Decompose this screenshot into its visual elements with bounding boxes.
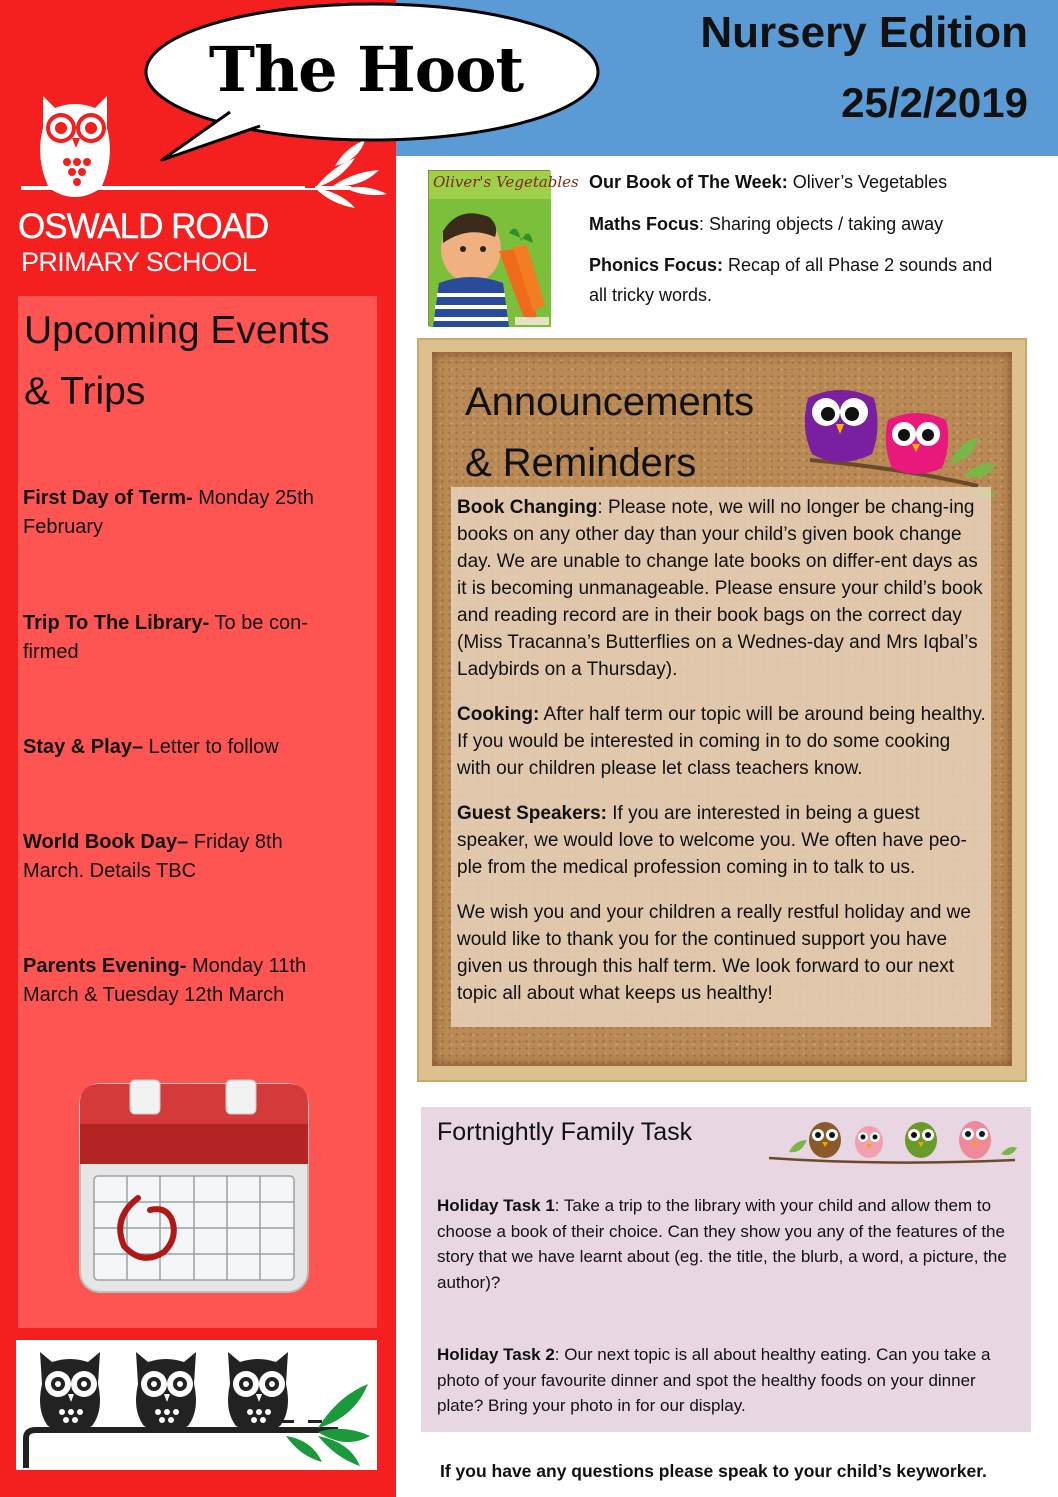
book-of-week: [589, 167, 1029, 197]
holiday-task-2-label: Holiday Task 2: [437, 1345, 555, 1364]
event-item: [23, 952, 363, 1010]
event-detail: To be con-: [209, 612, 308, 634]
holiday-task-1-text: : Take a trip to the library with your child and allow them to choose a book of their choice. Can they show you any of the features of the story that we have learnt about (eg. the title, the blurb, a word, a picture, the author)?: [437, 1196, 1007, 1292]
edition-label: Nursery Edition: [700, 8, 1028, 57]
three-owls-icon: [18, 1340, 378, 1468]
maths-focus: [589, 209, 1029, 239]
footer-note: If you have any questions please speak to your child’s keyworker.: [440, 1461, 987, 1481]
book-cover-title: Oliver's Vegetables: [433, 173, 579, 191]
event-detail: Friday 8th: [188, 831, 283, 853]
phonics-focus-value: Recap of all Phase 2 sounds and: [723, 255, 993, 275]
announcements-body: [457, 494, 989, 1025]
guest-speakers-text: If you are interested in being a guest speaker, we would love to welcome you. We often have peo-ple from the medical profession coming in to talk to us.: [457, 803, 967, 878]
events-title-line2: & Trips: [24, 370, 146, 413]
guest-speakers-label: Guest Speakers:: [457, 803, 607, 824]
book-changing-paragraph: [457, 494, 989, 683]
school-name-line1: OSWALD ROAD: [18, 207, 269, 246]
event-item: [23, 609, 363, 667]
book-of-week-value: Oliver’s Vegetables: [787, 172, 948, 192]
cooking-label: Cooking:: [457, 704, 540, 725]
event-item: [23, 733, 363, 762]
announcements-heading-line2: & Reminders: [465, 441, 697, 485]
book-changing-label: Book Changing: [457, 497, 598, 518]
holiday-task-1: [437, 1193, 1025, 1295]
book-changing-text: : Please note, we will no longer be chang-ing books on any other day than your child’s given book change day. We are unable to change late books on differ-ent days as it is becoming unmanageable. Please ensure your child’s book and reading record are in their book bags on the correct day (Miss Tracanna’s Butterflies on a Wednes-day and Mrs Iqbal’s Ladybirds on a Thursday).: [457, 497, 983, 680]
book-cover-image: [428, 170, 579, 326]
event-item: [23, 828, 363, 886]
events-title-line1: Upcoming Events: [24, 309, 330, 352]
event-item: [23, 484, 363, 542]
event-detail-cont: March & Tuesday 12th March: [23, 984, 285, 1006]
event-detail-cont: firmed: [23, 641, 79, 663]
events-title: [24, 300, 374, 422]
family-task-heading: Fortnightly Family Task: [437, 1118, 693, 1146]
cooking-paragraph: [457, 701, 989, 782]
phonics-focus-value-cont: all tricky words.: [589, 285, 713, 305]
calendar-icon: [78, 1080, 310, 1294]
event-detail: Monday 11th: [186, 955, 307, 977]
announcements-heading-line1: Announcements: [465, 380, 755, 424]
owls-on-branch-icon: [800, 384, 1000, 502]
event-label: First Day of Term-: [23, 487, 193, 509]
phonics-focus: [589, 250, 1029, 310]
event-label: Parents Evening-: [23, 955, 187, 977]
event-label: Stay & Play–: [23, 736, 144, 758]
event-detail: Letter to follow: [143, 736, 279, 758]
book-of-week-label: Our Book of The Week:: [589, 172, 788, 192]
newsletter-title: The Hoot: [208, 33, 524, 106]
guest-speakers-paragraph: [457, 800, 989, 881]
event-detail-cont: March. Details TBC: [23, 860, 197, 882]
maths-focus-value: : Sharing objects / taking away: [699, 214, 944, 234]
cooking-text: After half term our topic will be around being healthy. If you would be interested in coming in to do some cooking with our children please let class teachers know.: [457, 704, 986, 779]
owl-row-icon: [765, 1114, 1020, 1170]
book-cover-art: [429, 171, 551, 327]
issue-date: 25/2/2019: [841, 79, 1028, 126]
event-label: World Book Day–: [23, 831, 189, 853]
announcements-heading: [465, 372, 754, 494]
holiday-task-2: [437, 1342, 1025, 1419]
holiday-task-1-label: Holiday Task 1: [437, 1196, 555, 1215]
closing-paragraph: We wish you and your children a really restful holiday and we would like to thank you for the continued support you have given us through this half term. We look forward to our next topic all about what keeps us healthy!: [457, 902, 971, 1004]
school-name-line2: PRIMARY SCHOOL: [21, 247, 257, 277]
event-label: Trip To The Library-: [23, 612, 210, 634]
phonics-focus-label: Phonics Focus:: [589, 255, 724, 275]
event-detail-cont: February: [23, 516, 104, 538]
holiday-task-2-text: : Our next topic is all about healthy eating. Can you take a photo of your favourite dinner and spot the healthy foods on your dinner plate? Bring your photo in for our display.: [437, 1345, 991, 1415]
event-detail: Monday 25th: [192, 487, 314, 509]
maths-focus-label: Maths Focus: [589, 214, 700, 234]
